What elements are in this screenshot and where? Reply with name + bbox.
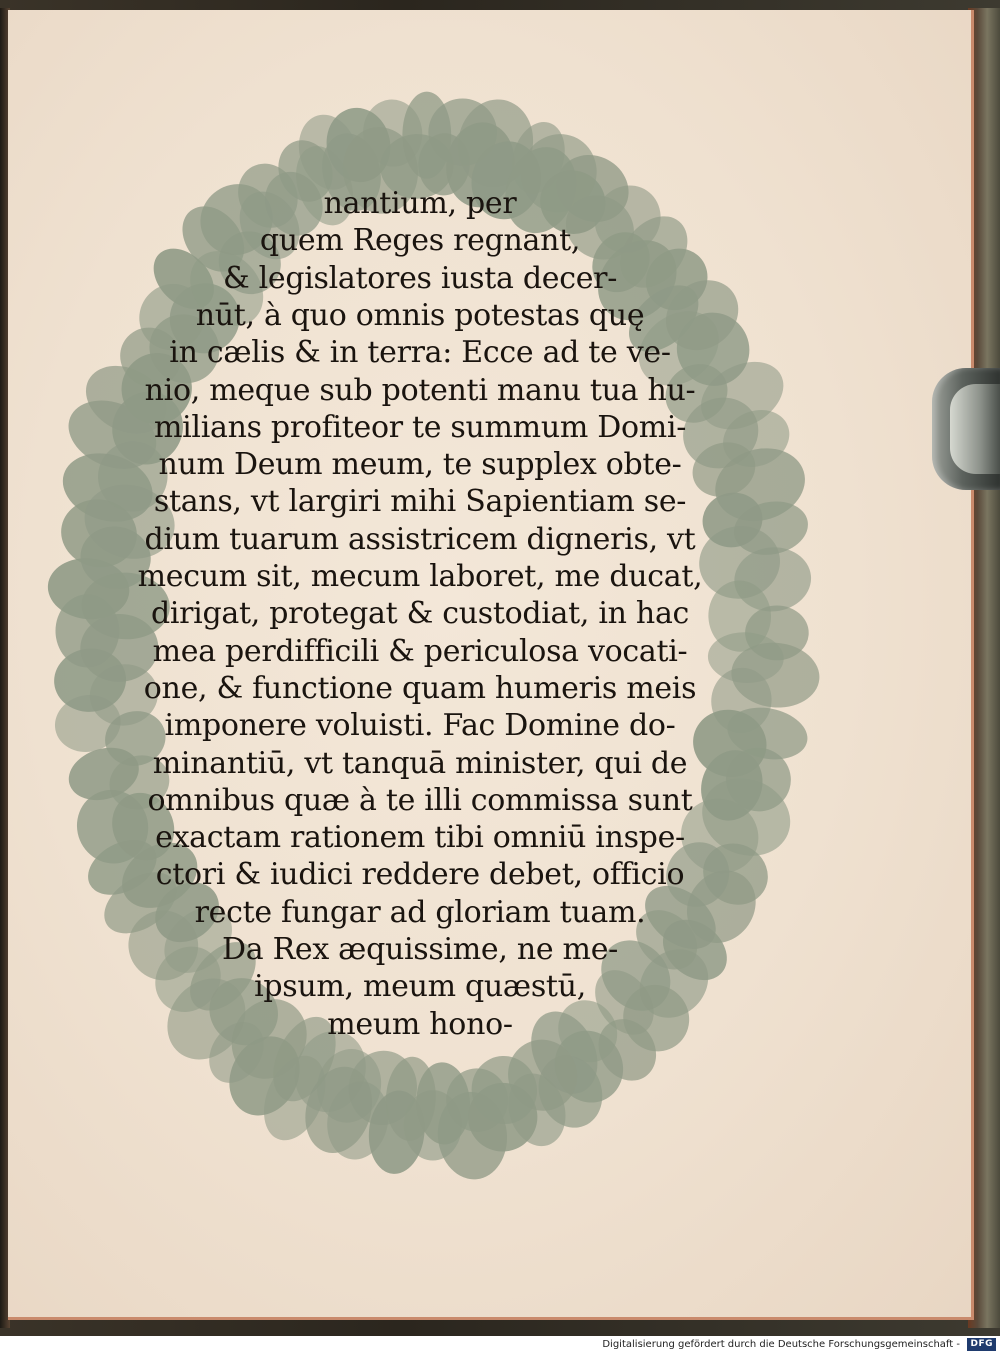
- text-line: num Deum meum, te supplex obte-: [158, 447, 682, 483]
- text-line: nūt, à quo omnis potestas quę: [195, 297, 645, 333]
- footer-credit: Digitalisierung gefördert durch die Deutsche Forschungsgemeinschaft -: [602, 1339, 960, 1350]
- text-line: Da Rex æquissime, ne me-: [222, 932, 618, 967]
- text-line: quem Reges regnant,: [259, 223, 581, 259]
- text-line: in cælis & in terra: Ecce ad te ve-: [169, 335, 671, 371]
- text-line: & legislatores iusta decer-: [222, 260, 618, 296]
- text-line: dium tuarum assistricem digneris, vt: [144, 521, 696, 557]
- text-line: one, & functione quam humeris meis: [143, 670, 697, 706]
- text-line: stans, vt largiri mihi Sapientiam se-: [153, 484, 687, 520]
- text-line: nio, meque sub potenti manu tua hu-: [144, 372, 696, 408]
- text-line: milians profiteor te summum Domi-: [153, 409, 687, 445]
- text-line: minantiū, vt tanquā minister, qui de: [152, 745, 688, 781]
- text-line: recte fungar ad gloriam tuam.: [194, 894, 646, 930]
- page-text-block: [110, 186, 730, 1086]
- text-line: mecum sit, mecum laboret, me ducat,: [137, 559, 703, 594]
- text-line: dirigat, protegat & custodiat, in hac: [150, 596, 690, 632]
- text-line: nantium, per: [323, 186, 517, 221]
- text-line: mea perdifficili & periculosa vocati-: [152, 633, 688, 669]
- text-line: imponere voluisti. Fac Domine do-: [164, 708, 676, 744]
- text-line: ipsum, meum quæstū,: [254, 969, 586, 1005]
- dfg-logo: DFG: [967, 1338, 996, 1351]
- text-line: meum hono-: [327, 1006, 513, 1042]
- text-line: ctori & iudici reddere debet, officio: [155, 857, 685, 893]
- text-line: omnibus quæ à te illi commissa sunt: [147, 782, 693, 818]
- text-line: exactam rationem tibi omniū inspe-: [155, 820, 685, 856]
- footer-bar: [0, 1336, 1000, 1354]
